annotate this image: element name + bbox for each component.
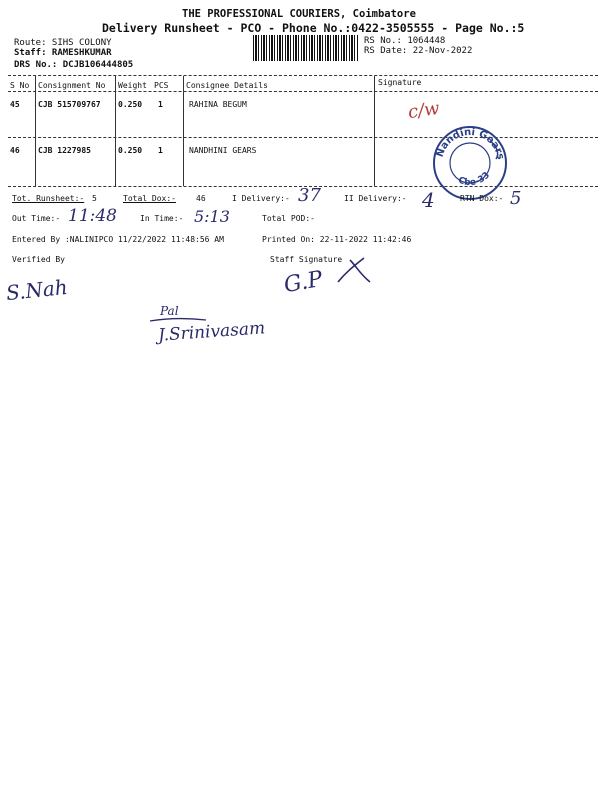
route-text: Route: SIHS COLONY <box>14 38 112 48</box>
bottom-signature-b: J.Srinivasam <box>157 318 266 346</box>
col-divider <box>374 76 375 186</box>
in-time-handwritten: 5:13 <box>194 207 230 226</box>
table-row-sno: 45 <box>10 100 20 109</box>
staff-signature: G.P <box>282 266 325 299</box>
i-delivery-label: I Delivery:- <box>232 194 290 203</box>
col-header-sno: S No <box>10 81 30 90</box>
col-header-signature: Signature <box>378 78 422 87</box>
table-row-weight: 0.250 <box>118 146 143 155</box>
row-45-signature: c/w <box>406 97 441 124</box>
table-row-consignment: CJB 1227985 <box>38 146 91 155</box>
table-row-pcs: 1 <box>158 100 163 109</box>
company-name: THE PROFESSIONAL COURIERS, Coimbatore <box>182 8 416 20</box>
printed-on-text: Printed On: 22-11-2022 11:42:46 <box>262 235 412 244</box>
table-top-rule <box>8 75 598 76</box>
entered-by-text: Entered By :NALINIPCO 11/22/2022 11:48:56 AM <box>12 235 224 244</box>
drs-number: DRS No.: DCJB106444805 <box>14 60 134 70</box>
runsheet-title: Delivery Runsheet - PCO - Phone No.:0422-3505555 - Page No.:5 <box>102 21 525 35</box>
in-time-label: In Time:- <box>140 214 184 223</box>
col-header-consignee: Consignee Details <box>186 81 268 90</box>
stamp-text-top: Nandini Gears <box>434 126 506 161</box>
col-divider <box>183 76 184 186</box>
out-time-label: Out Time:- <box>12 214 61 223</box>
rtn-dox-handwritten: 5 <box>510 188 522 209</box>
ii-delivery-handwritten: 4 <box>422 188 435 212</box>
company-stamp <box>430 123 510 203</box>
ii-delivery-label: II Delivery:- <box>344 194 407 203</box>
stamp-text-bottom: Cbe-33 <box>456 170 493 189</box>
tot-runsheet-value: 5 <box>92 194 97 203</box>
table-row-consignee: NANDHINI GEARS <box>189 146 257 155</box>
rs-number: RS No.: 1064448 <box>364 36 446 46</box>
total-dox-label: Total Dox:- <box>123 194 176 203</box>
staff-signature-stroke <box>330 252 380 292</box>
barcode-image <box>253 35 359 61</box>
table-header-rule <box>8 91 598 92</box>
verified-by-label: Verified By <box>12 255 65 264</box>
i-delivery-handwritten: 37 <box>298 185 321 206</box>
table-row-sno: 46 <box>10 146 20 155</box>
svg-text:Cbe-33 <box>457 171 492 189</box>
total-dox-value: 46 <box>196 194 206 203</box>
table-row-weight: 0.250 <box>118 100 143 109</box>
col-divider <box>35 76 36 186</box>
svg-text:Nandini Gears <box>435 127 506 161</box>
staff-signature-label: Staff Signature <box>270 255 343 264</box>
col-header-pcs: PCS <box>154 81 169 90</box>
tot-runsheet-label: Tot. Runsheet:- <box>12 194 85 203</box>
staff-text: Staff: RAMESHKUMAR <box>14 48 112 58</box>
col-header-weight: Weight <box>118 81 147 90</box>
bottom-signature-a: Pal <box>160 304 179 318</box>
total-pod-label: Total POD:- <box>262 214 315 223</box>
rs-date: RS Date: 22-Nov-2022 <box>364 46 473 56</box>
table-row-consignee: RAHINA BEGUM <box>189 100 247 109</box>
rtn-dox-label: RTN Dox:- <box>460 194 504 203</box>
table-row-consignment: CJB 515709767 <box>38 100 101 109</box>
table-row-pcs: 1 <box>158 146 163 155</box>
verified-signature: S.Nah <box>4 274 69 306</box>
out-time-handwritten: 11:48 <box>68 206 117 226</box>
col-divider <box>115 76 116 186</box>
col-header-consignment: Consignment No <box>38 81 106 90</box>
